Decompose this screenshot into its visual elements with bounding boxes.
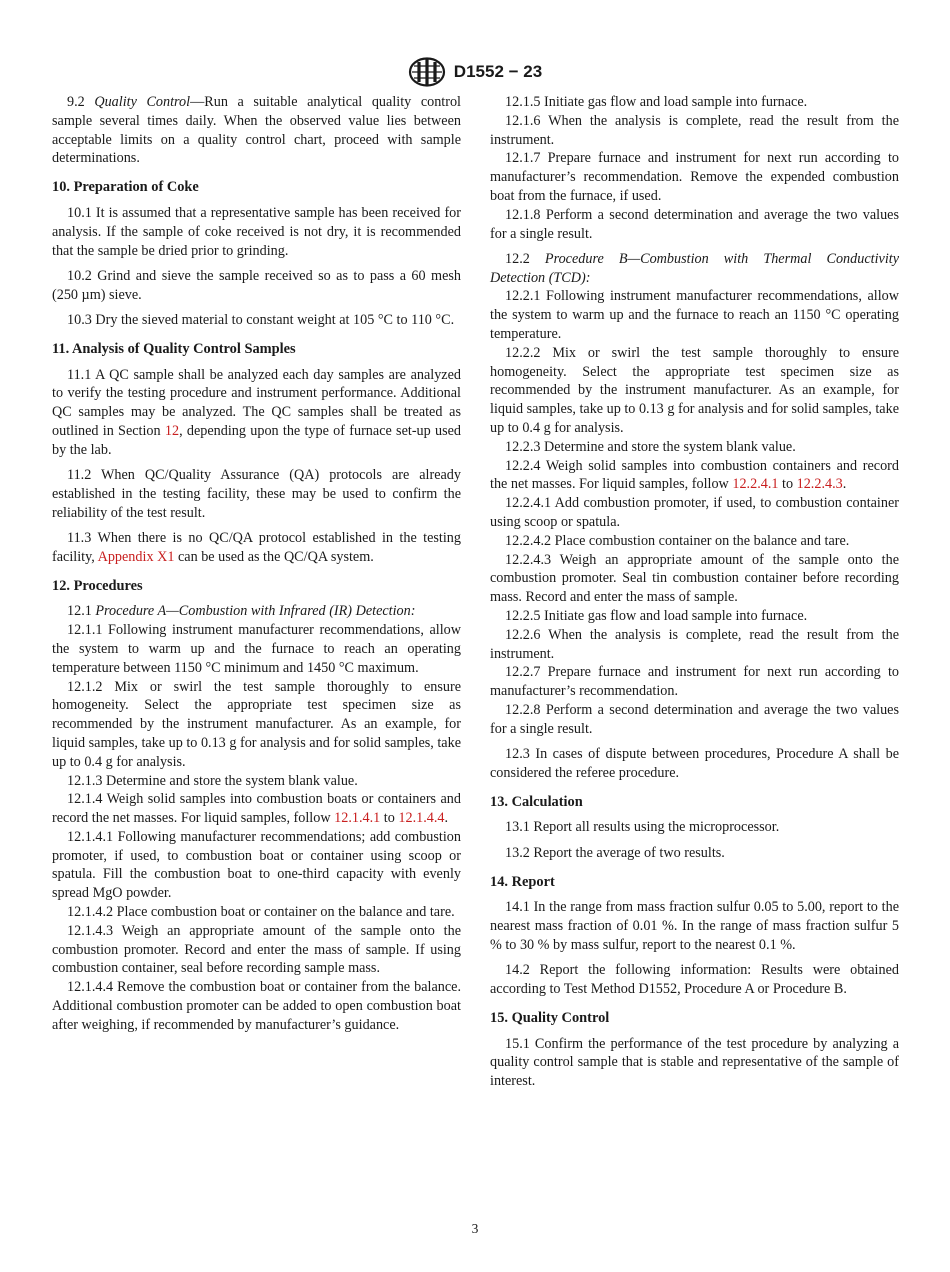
paragraph-12-1-7: 12.1.7 Prepare furnace and instrument for next run according to manufacturer’s recommendation. Remove the expended combustion boat from the furnace, if used. bbox=[490, 150, 899, 204]
section-heading-14: 14. Report bbox=[490, 873, 555, 890]
section-heading-11: 11. Analysis of Quality Control Samples bbox=[52, 340, 296, 357]
paragraph-12-2-5: 12.2.5 Initiate gas flow and load sample into furnace. bbox=[505, 608, 808, 625]
paragraph-12-2-7: 12.2.7 Prepare furnace and instrument for next run according to manufacturer’s recommendation. bbox=[490, 664, 899, 700]
paragraph-10-1: 10.1 It is assumed that a representative sample has been received for analysis. If the sample of coke received is not dry, it is recommended that the sample be dried prior to grinding. bbox=[52, 204, 461, 259]
paragraph-10-3: 10.3 Dry the sieved material to constant weight at 105 °C to 110 °C. bbox=[67, 311, 455, 328]
paragraph-12-1-6: 12.1.6 When the analysis is complete, read the result from the instrument. bbox=[490, 112, 899, 148]
paragraph-12-1-5: 12.1.5 Initiate gas flow and load sample into furnace. bbox=[505, 94, 808, 110]
astm-logo bbox=[408, 57, 446, 87]
paragraph-12-2-4-3: 12.2.4.3 Weigh an appropriate amount of the sample onto the combustion promoter. Seal tin combustion container before recording mass. Record and enter the mass of sample. bbox=[490, 551, 899, 606]
paragraph-14-1: 14.1 In the range from mass fraction sulfur 0.05 to 5.00, report to the nearest mass fraction of 0.01 %. In the range of mass fraction sulfur 5 % to 30 % by mass sulfur, report to the nearest 0.1 %. bbox=[490, 899, 899, 953]
paragraph-12-2-8: 12.2.8 Perform a second determination and average the two values for a single result. bbox=[490, 702, 899, 737]
paragraph-12-2-3: 12.2.3 Determine and store the system blank value. bbox=[505, 438, 796, 455]
paragraph-10-2: 10.2 Grind and sieve the sample received so as to pass a 60 mesh (250 µm) sieve. bbox=[52, 267, 461, 303]
paragraph-12-2: 12.2 Procedure B—Combustion with Thermal Conductivity Detection (TCD): bbox=[490, 250, 899, 286]
paragraph-9-2: 9.2 Quality Control—Run a suitable analytical quality control sample several times daily. When the observed value lies between acceptable limits on a quality control chart, proceed with sample determinations. bbox=[52, 94, 462, 167]
link-12-1-4-4[interactable]: 12.1.4.4 bbox=[398, 810, 445, 827]
paragraph-12-1-1: 12.1.1 Following instrument manufacturer recommendations, allow the system to warm up and the furnace to reach an operating temperature between 1150 °C minimum and 1450 °C maximum. bbox=[52, 622, 461, 676]
section-heading-13: 13. Calculation bbox=[490, 793, 583, 810]
paragraph-12-1-3: 12.1.3 Determine and store the system blank value. bbox=[67, 772, 358, 789]
paragraph-11-1: 11.1 A QC sample shall be analyzed each day samples are analyzed to verify the testing procedure and instrument performance. Additional QC samples may be analyzed. The QC samples shall be treated as outlined in Section 12, depending upon the type of furnace set-up used by the lab. bbox=[52, 366, 461, 458]
paragraph-13-1: 13.1 Report all results using the microprocessor. bbox=[505, 819, 780, 836]
paragraph-12-1-4: 12.1.4 Weigh solid samples into combustion boats or containers and record the net masses. For liquid samples, follow 12.1.4.1 to 12.1.4.4. bbox=[52, 791, 461, 827]
section-heading-15: 15. Quality Control bbox=[490, 1009, 610, 1026]
link-section-12[interactable]: 12 bbox=[164, 422, 180, 439]
link-12-1-4-1[interactable]: 12.1.4.1 bbox=[334, 810, 381, 827]
paragraph-12-1-4-4: 12.1.4.4 Remove the combustion boat or container from the balance. Additional combustion promoter can be added to open combustion boat after weighing, if recommended by manufacturer’s guidance. bbox=[52, 979, 461, 1033]
paragraph-13-2: 13.2 Report the average of two results. bbox=[505, 844, 725, 861]
left-column bbox=[52, 93, 461, 1035]
link-appendix-x1[interactable]: Appendix X1 bbox=[97, 548, 175, 565]
paragraph-14-2: 14.2 Report the following information: Results were obtained according to Test Method D1552, Procedure A or Procedure B. bbox=[490, 962, 899, 998]
link-12-2-4-3[interactable]: 12.2.4.3 bbox=[796, 476, 843, 493]
right-column bbox=[490, 93, 899, 1091]
paragraph-12-1-4-3: 12.1.4.3 Weigh an appropriate amount of the sample onto the combustion promoter. Record and enter the mass of sample. If using combustion container, seal before recording sample mass. bbox=[52, 922, 461, 977]
paragraph-12-1: 12.1 Procedure A—Combustion with Infrared (IR) Detection: bbox=[67, 603, 416, 620]
paragraph-12-1-2: 12.1.2 Mix or swirl the test sample thoroughly to ensure homogeneity. Select the appropriate test specimen size as recommended by the instrument manufacturer. As an example, for liquid samples, take up to 0.13 g for analysis and for solid samples, take up to 0.4 g for analysis. bbox=[52, 678, 461, 770]
paragraph-12-2-1: 12.2.1 Following instrument manufacturer recommendations, allow the system to warm up and the furnace to reach an 1150 °C operating temperature. bbox=[490, 288, 899, 343]
paragraph-15-1: 15.1 Confirm the performance of the test procedure by analyzing a quality control sample that is stable and representative of the sample of interest. bbox=[490, 1035, 899, 1090]
paragraph-11-2: 11.2 When QC/Quality Assurance (QA) protocols are already established in the testing facility, these may be used to confirm the reliability of the test result. bbox=[52, 467, 461, 521]
document-designation: D1552 − 23 bbox=[453, 62, 543, 81]
paragraph-12-1-4-2: 12.1.4.2 Place combustion boat or container on the balance and tare. bbox=[67, 904, 455, 921]
page-number: 3 bbox=[471, 1221, 479, 1236]
paragraph-12-2-4-2: 12.2.4.2 Place combustion container on the balance and tare. bbox=[505, 532, 850, 549]
section-heading-12: 12. Procedures bbox=[52, 577, 143, 594]
paragraph-12-3: 12.3 In cases of dispute between procedures, Procedure A shall be considered the referee procedure. bbox=[490, 746, 899, 781]
paragraph-11-3: 11.3 When there is no QC/QA protocol established in the testing facility, Appendix X1 can be used as the QC/QA system. bbox=[52, 529, 461, 565]
link-12-2-4-1[interactable]: 12.2.4.1 bbox=[732, 476, 779, 493]
paragraph-12-2-6: 12.2.6 When the analysis is complete, read the result from the instrument. bbox=[490, 626, 899, 662]
page-header bbox=[0, 57, 950, 87]
paragraph-12-1-8: 12.1.8 Perform a second determination and average the two values for a single result. bbox=[490, 206, 899, 242]
paragraph-12-2-4-1: 12.2.4.1 Add combustion promoter, if used, to combustion container using scoop or spatula. bbox=[490, 495, 899, 531]
section-heading-10: 10. Preparation of Coke bbox=[52, 179, 199, 196]
paragraph-12-2-4: 12.2.4 Weigh solid samples into combustion containers and record the net masses. For liquid samples, follow 12.2.4.1 to 12.2.4.3. bbox=[490, 457, 899, 493]
paragraph-12-1-4-1: 12.1.4.1 Following manufacturer recommendations; add combustion promoter, if used, to combustion boat or container using scoop or spatula. Fill the combustion boat to one-third capacity with evenly spread MgO powder. bbox=[52, 828, 461, 902]
paragraph-12-2-2: 12.2.2 Mix or swirl the test sample thoroughly to ensure homogeneity. Select the appropriate test specimen size as recommended by the instrument manufacturer. As an example, for liquid samples, take up to 0.13 g for analysis and for solid samples, take up to 0.4 g for analysis. bbox=[490, 344, 899, 437]
